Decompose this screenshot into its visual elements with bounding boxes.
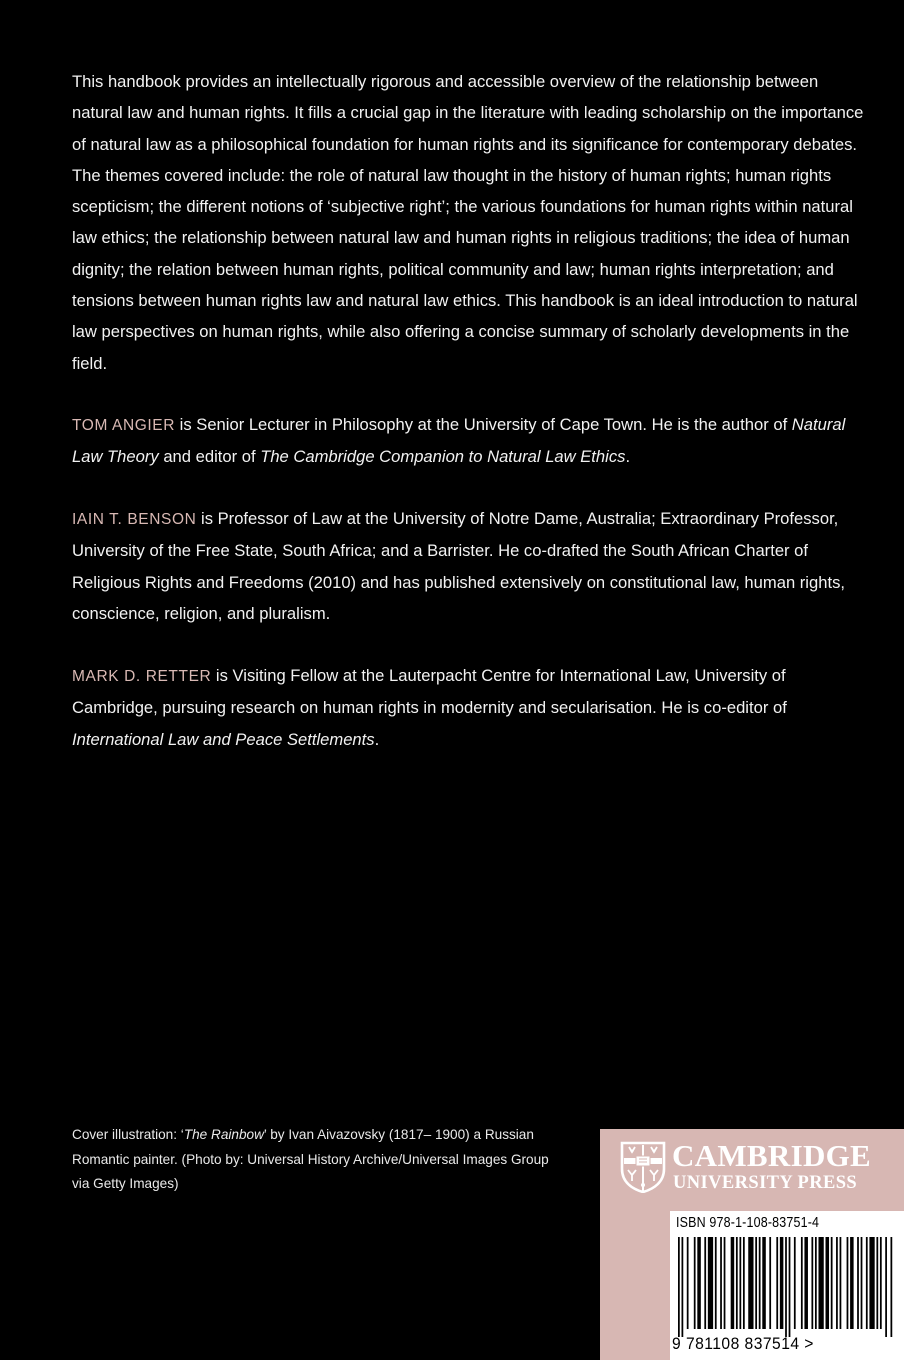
barcode-bar xyxy=(836,1237,838,1329)
barcode-bar xyxy=(885,1237,887,1337)
book-title: The Cambridge Companion to Natural Law Ethics xyxy=(260,447,626,467)
barcode-bar xyxy=(831,1237,833,1329)
credit-text: Cover illustration: ‘ xyxy=(72,1127,184,1142)
barcode-bar xyxy=(694,1237,696,1329)
barcode-bar xyxy=(724,1237,726,1329)
book-title: International Law and Peace Settlements xyxy=(72,729,375,749)
barcode-bar xyxy=(804,1237,808,1329)
barcode-bar xyxy=(708,1237,713,1329)
barcode-bar xyxy=(687,1237,689,1329)
author-bio-text: is Visiting Fellow at the Lauterpacht Centre for International Law, University of Cambridge, pursuing research on human rights in modernity and secularisation. He is co-editor of xyxy=(72,666,787,718)
barcode-bar xyxy=(697,1237,701,1329)
book-title: Natural Law Theory xyxy=(72,415,846,467)
author-bio-text: . xyxy=(374,729,380,749)
author-bio-tom-angier xyxy=(72,409,872,473)
barcode-bar xyxy=(801,1237,803,1329)
barcode xyxy=(670,1211,904,1360)
author-bio-mark-retter xyxy=(72,660,872,755)
barcode-bars xyxy=(678,1237,894,1337)
barcode-bar xyxy=(857,1237,859,1329)
barcode-bar xyxy=(876,1237,878,1329)
author-bio-iain-benson xyxy=(72,503,872,629)
barcode-bar xyxy=(748,1237,753,1329)
barcode-bar xyxy=(815,1237,817,1329)
credit-text: ’ by Ivan Aivazovsky (1817– 1900) a Russian Romantic painter. (Photo by: Universal History Archive/Universal Images Group via Getty Images) xyxy=(72,1127,549,1191)
barcode-bar xyxy=(682,1237,684,1337)
barcode-bar xyxy=(776,1237,778,1329)
barcode-bar xyxy=(704,1237,706,1329)
painting-title: The Rainbow xyxy=(183,1127,264,1142)
barcode-bar xyxy=(780,1237,784,1329)
barcode-bar xyxy=(861,1237,863,1329)
book-description: This handbook provides an intellectually rigorous and accessible overview of the relationship between natural law and human rights. It fills a crucial gap in the literature with leading scholarship on the importance of natural law as a philosophical foundation for human rights and its significance for contemporary debates. The themes covered include: the role of natural law thought in the history of human rights; human rights scepticism; the different notions of ‘subjective right’; the various foundations for human rights within natural law ethics; the relationship between natural law and human rights in religious traditions; the idea of human dignity; the relation between human rights, political community and law; human rights interpretation; and tensions between human rights law and natural law ethics. This handbook is an ideal introduction to natural law perspectives on human rights, while also offering a concise summary of scholarly developments in the field. xyxy=(72,72,864,373)
publisher-panel xyxy=(600,1129,904,1360)
barcode-bar xyxy=(826,1237,830,1329)
barcode-bar xyxy=(715,1237,717,1329)
barcode-bar xyxy=(811,1237,813,1329)
author-bio-text: is Senior Lecturer in Philosophy at the University of Cape Town. He is the author of xyxy=(175,415,792,434)
barcode-bar xyxy=(789,1237,791,1337)
barcode-bar xyxy=(731,1237,735,1329)
author-bio-text: . xyxy=(625,447,631,467)
isbn-label: ISBN 978-1-108-83751-4 xyxy=(676,1215,820,1231)
barcode-bar xyxy=(890,1237,892,1337)
barcode-bar xyxy=(759,1237,761,1329)
barcode-bar xyxy=(720,1237,722,1329)
author-name: MARK D. RETTER xyxy=(72,668,212,685)
barcode-bar xyxy=(840,1237,842,1329)
author-bio-text: is Professor of Law at the University of Notre Dame, Australia; Extraordinary Professor, University of the Free State, South Africa; and a Barrister. He co-drafted the South African Charter of Religious Rights and Freedoms (2010) and has published extensively on constitutional law, human rights, conscience, religion, and pluralism. xyxy=(72,509,845,623)
barcode-bar xyxy=(755,1237,757,1329)
barcode-bar xyxy=(762,1237,766,1329)
barcode-bar xyxy=(678,1237,680,1337)
cover-illustration-credit xyxy=(72,1123,552,1197)
barcode-bar xyxy=(818,1237,823,1329)
publisher-name: CAMBRIDGE xyxy=(672,1138,872,1173)
barcode-bar xyxy=(847,1237,849,1329)
barcode-bar xyxy=(794,1237,796,1329)
barcode-bar xyxy=(736,1237,738,1329)
barcode-bar xyxy=(869,1237,874,1329)
barcode-bar xyxy=(785,1237,787,1337)
author-name: IAIN T. BENSON xyxy=(72,511,197,528)
cambridge-shield-icon xyxy=(620,1141,666,1193)
publisher-subname: UNIVERSITY PRESS xyxy=(673,1173,858,1193)
barcode-bar xyxy=(743,1237,745,1329)
barcode-bar xyxy=(866,1237,868,1329)
author-name: TOM ANGIER xyxy=(72,417,176,434)
barcode-bar xyxy=(880,1237,882,1329)
author-bio-text: and editor of xyxy=(158,447,261,467)
barcode-bar xyxy=(850,1237,854,1329)
barcode-bar xyxy=(739,1237,741,1329)
barcode-digits: 9 781108 837514 > xyxy=(672,1334,814,1353)
barcode-bar xyxy=(769,1237,771,1329)
